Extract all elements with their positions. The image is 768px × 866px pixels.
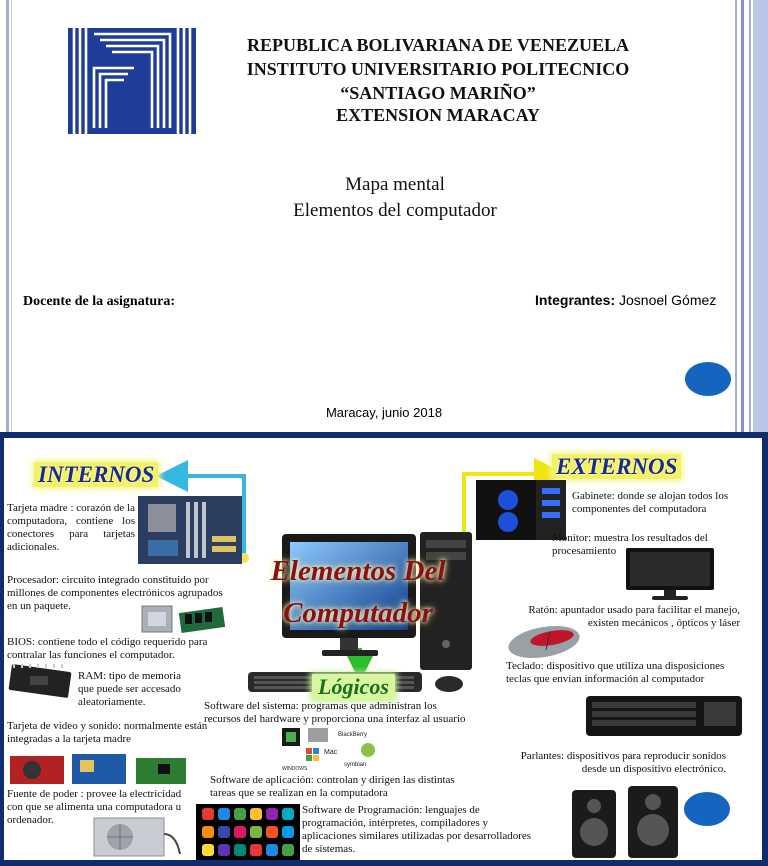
externos-heading: [552, 454, 681, 480]
video-sound-cards-image: [8, 750, 198, 790]
speakers-image: [570, 784, 686, 860]
right-border-frame: [733, 0, 768, 432]
internos-heading: [34, 462, 158, 488]
externos-item-teclado: Teclado: dispositivo que utiliza una disposiciones teclas que envían información al computador: [506, 660, 725, 685]
subtitle-line-1: Mapa mental: [345, 174, 445, 195]
externos-item-parlantes: Parlantes: dispositivos para reproducir sonidos desde un dispositivo electrónico.: [520, 750, 726, 775]
logicos-item-programacion: Software de Programación: lenguajes de programación, intérpretes, compiladores y aplicaciones similares utilizadas por desarrolladores de sistemas.: [302, 804, 532, 855]
os-logo-mac: Mac: [324, 749, 338, 756]
externos-heading-text: EXTERNOS: [552, 454, 681, 479]
integrantes-value: Josnoel Gómez: [619, 292, 717, 308]
mindmap-canvas: [4, 438, 762, 860]
internos-item-bios: BIOS: contiene todo el código requerido para contralar las funciones el computador.: [7, 636, 208, 661]
header-line-4: EXTENSION MARACAY: [336, 105, 540, 125]
decorative-blue-dot-2: [684, 792, 730, 826]
center-title-line-1: Elementos Del: [270, 555, 446, 587]
left-border-line: [6, 0, 9, 432]
power-supply-image: [90, 814, 182, 860]
decorative-blue-dot: [685, 362, 731, 396]
docente-label: Docente de la asignatura:: [23, 294, 176, 309]
mouse-image: [506, 622, 584, 660]
internos-item-motherboard: Tarjeta madre : corazón de la computadora, contiene los conectores para tarjetas adicionales.: [7, 502, 135, 553]
internos-heading-text: INTERNOS: [34, 462, 158, 487]
os-logos-image: [280, 726, 380, 772]
cover-page: [0, 0, 768, 432]
logicos-heading: Lógicos: [312, 674, 395, 700]
internos-item-video-sound: Tarjeta de video y sonido: normalmente están integradas a la tarjeta madre: [7, 720, 208, 745]
header-line-1: REPUBLICA BOLIVARIANA DE VENEZUELA: [247, 35, 629, 55]
internos-item-processor: Procesador: circuito integrado constituido por millones de componentes electrónicos agrupados en un paquete.: [7, 574, 223, 612]
header-line-3: “SANTIAGO MARIÑO”: [340, 83, 536, 103]
integrantes: [535, 292, 716, 308]
center-title-line-2: Computador: [283, 597, 433, 629]
header-line-2: INSTITUTO UNIVERSITARIO POLITECNICO: [246, 59, 630, 79]
institute-logo: [68, 28, 196, 134]
cover-date: Maracay, junio 2018: [325, 405, 443, 420]
app-icons-image: [196, 804, 300, 860]
motherboard-image: [138, 496, 242, 564]
keyboard-image: [584, 692, 744, 740]
externos-item-raton: Ratón: apuntador usado para facilitar el manejo, existen mecánicos , ópticos y láser: [528, 604, 740, 629]
bios-chip-image: [6, 664, 74, 698]
logicos-item-aplicacion: Software de aplicación: controlan y dirigen las distintas tareas que se realizan en la computadora: [210, 774, 455, 799]
internos-item-ram: RAM: tipo de memoria que puede ser accesado aleatoriamente.: [78, 670, 181, 708]
mindmap-slide: [0, 432, 768, 866]
integrantes-label: Integrantes:: [535, 292, 616, 308]
os-logo-blackberry: BlackBerry: [338, 732, 368, 738]
logicos-item-sistema: Software del sistema: programas que administran los recursos del hardware y proporciona una interfaz al usuario: [204, 700, 466, 725]
left-border-line-thin: [11, 0, 12, 432]
monitor-image: [622, 546, 718, 602]
externos-item-gabinete: Gabinete: donde se alojan todos los componentes del computadora: [572, 490, 729, 515]
mindmap-center-title: [238, 550, 478, 634]
externos-item-monitor: Monitor: muestra los resultados del procesamiento: [552, 532, 708, 557]
processor-ram-image: [140, 604, 226, 634]
internos-item-power-supply: Fuente de poder : provee la electricidad con que se alimenta una computadora u ordenador.: [7, 788, 182, 826]
subtitle-line-2: Elementos del computador: [293, 200, 497, 221]
os-logo-windows: WINDOWS: [282, 766, 308, 772]
os-logo-symbian: symbian: [344, 762, 367, 768]
